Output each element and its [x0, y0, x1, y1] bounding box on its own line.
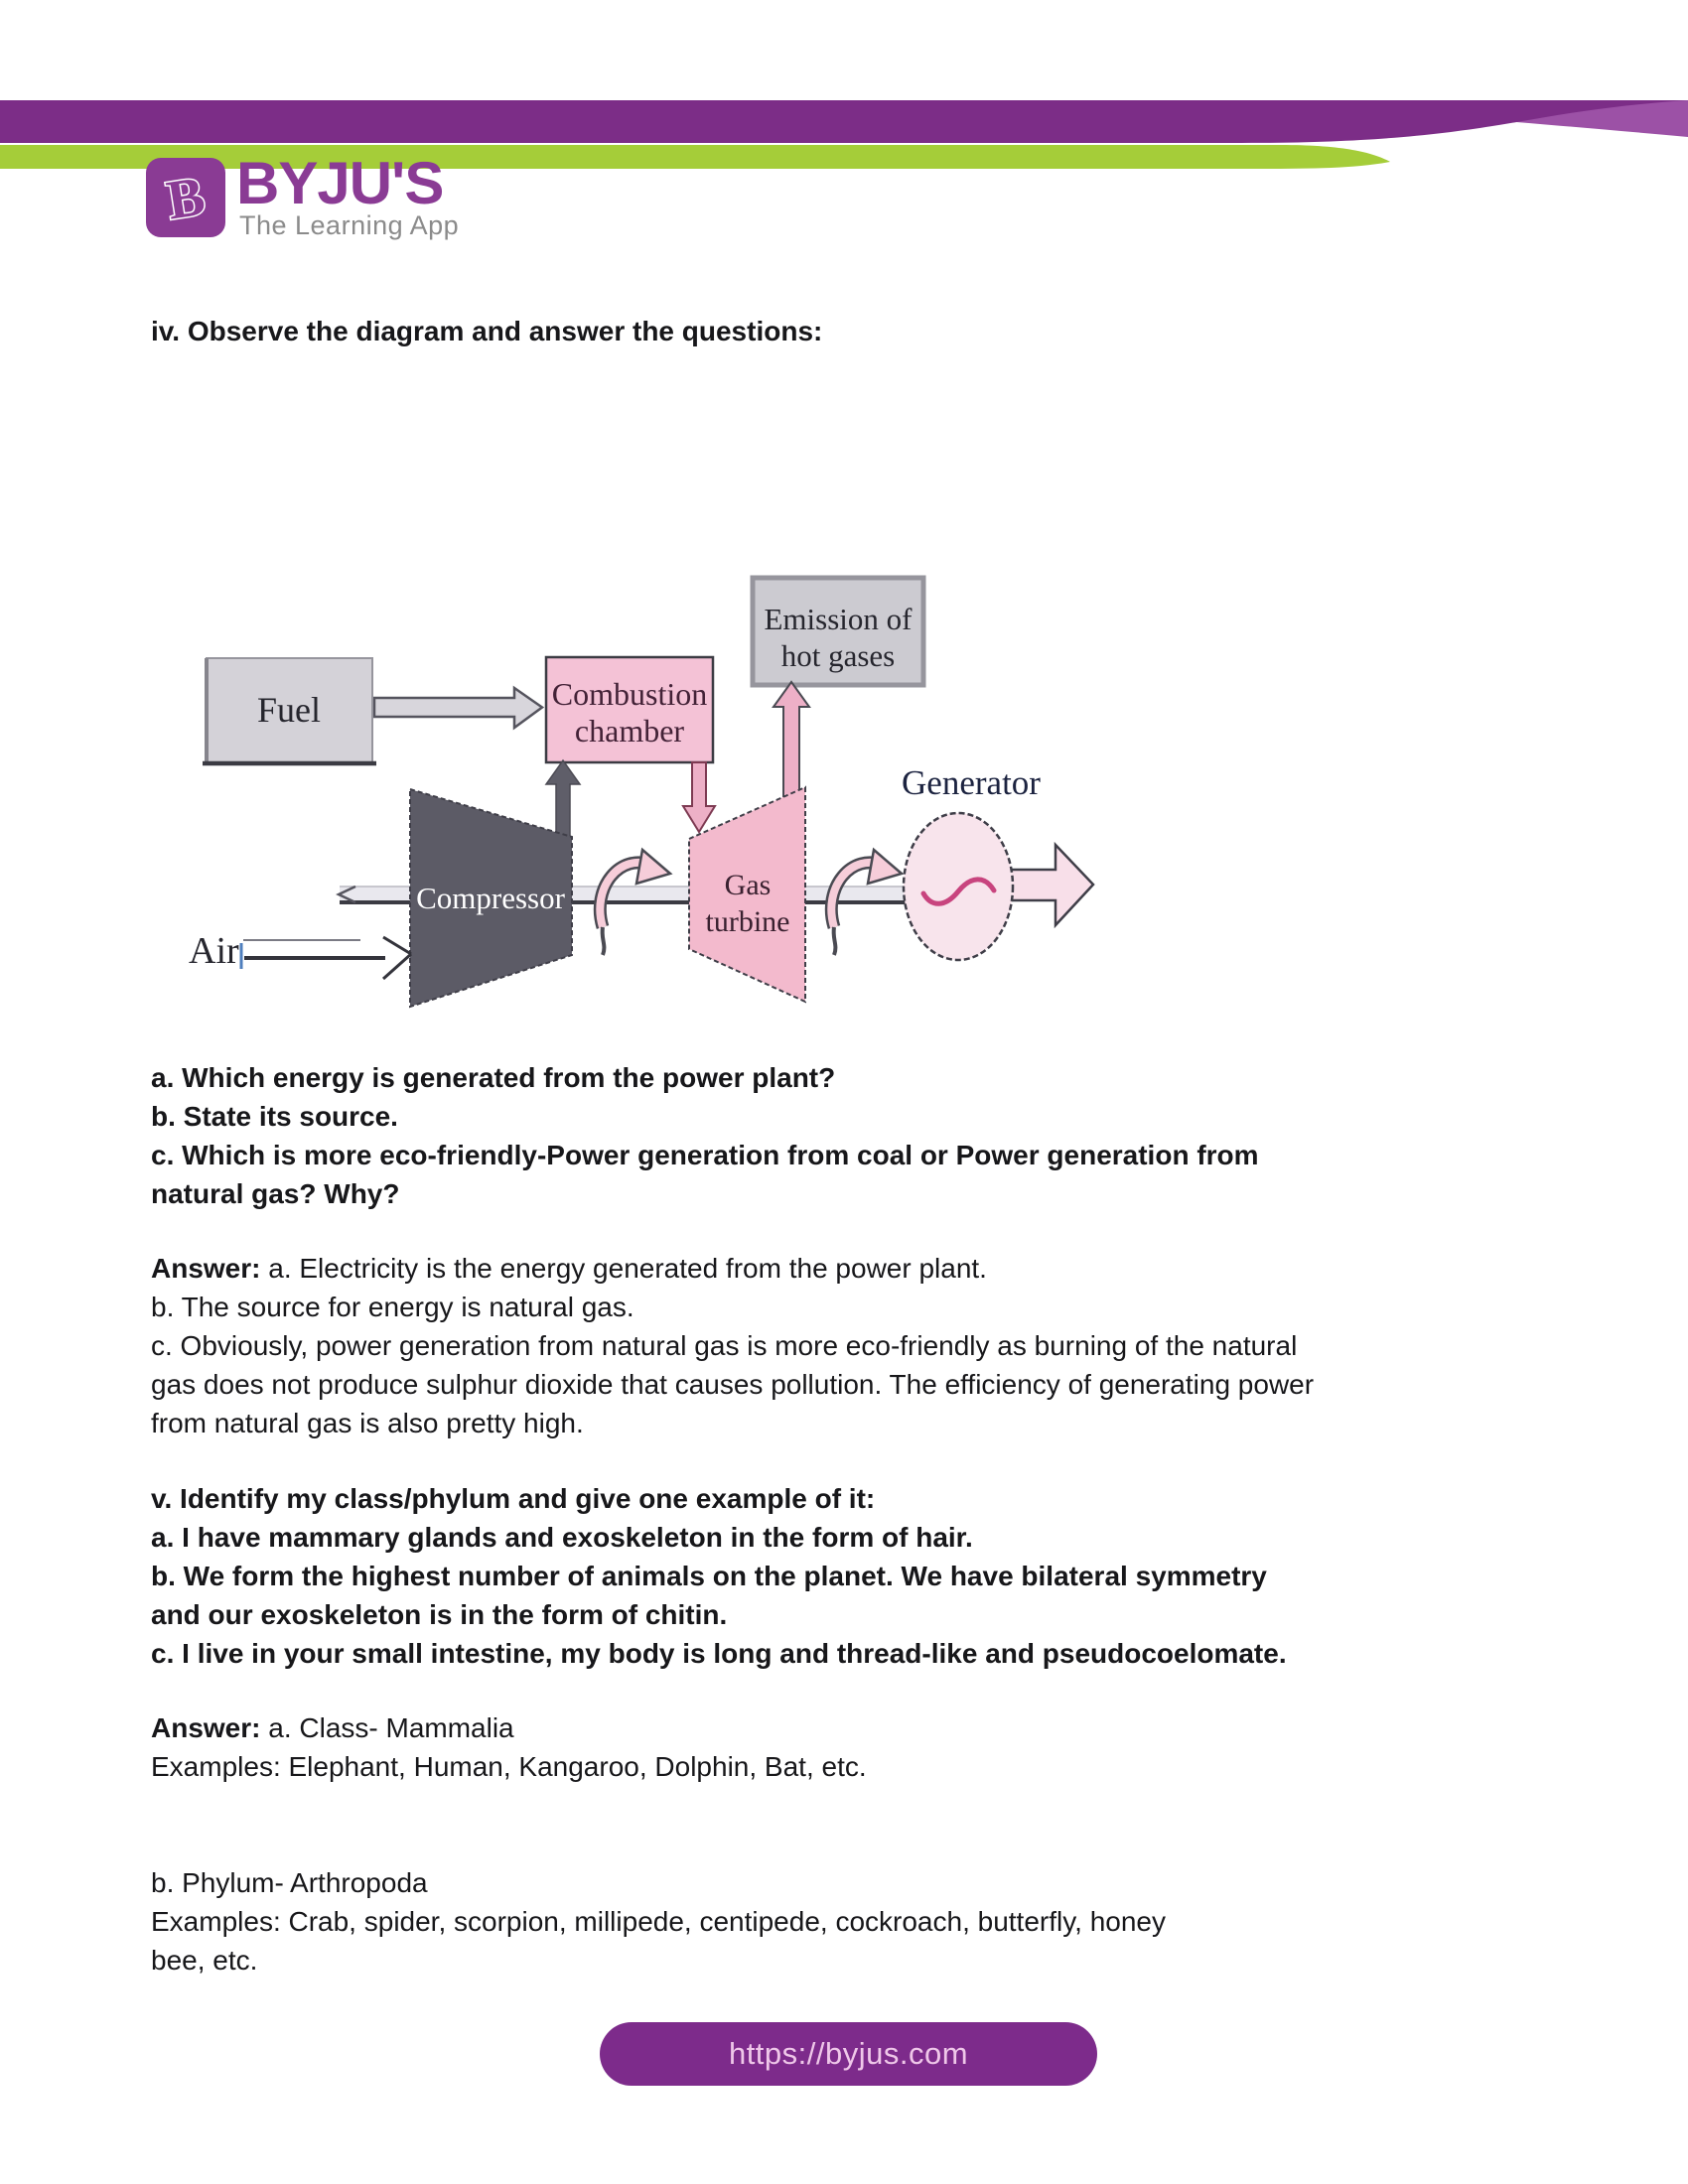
logo-letter: B	[162, 165, 210, 232]
compressor-to-chamber-arrow-icon	[546, 760, 580, 838]
footer-url[interactable]: https://byjus.com	[728, 2036, 969, 2071]
combustion-label-line1: Combustion	[551, 676, 708, 712]
question-line: a. Which energy is generated from the power plant?	[151, 1062, 836, 1093]
power-plant-diagram	[129, 556, 1122, 1032]
answer-line: b. Phylum- Arthropoda	[151, 1867, 428, 1898]
generator	[904, 813, 1013, 960]
answer-line: b. The source for energy is natural gas.	[151, 1292, 634, 1322]
combustion-label-line2: chamber	[574, 713, 685, 749]
brand-name: BYJU'S	[236, 150, 444, 216]
question-line: a. I have mammary glands and exoskeleton in the form of hair.	[151, 1522, 973, 1553]
footer-url-pill[interactable]	[600, 2022, 1097, 2086]
banner-purple-band	[0, 100, 1688, 143]
question-line: b. We form the highest number of animals on the planet. We have bilateral symmetry	[151, 1561, 1267, 1591]
byjus-logo-icon	[145, 157, 226, 238]
combustion-chamber-box	[546, 657, 713, 762]
compressor-label: Compressor	[416, 881, 565, 915]
fuel-label: Fuel	[256, 690, 322, 730]
answer-label: Answer:	[151, 1712, 261, 1743]
fuel-box	[203, 658, 376, 763]
brand-tagline: The Learning App	[239, 210, 460, 240]
chamber-to-turbine-arrow-icon	[683, 762, 715, 832]
answer-block-v	[151, 1708, 1571, 1979]
answer-line: gas does not produce sulphur dioxide that causes pollution. The efficiency of generating power	[151, 1369, 1315, 1400]
turbine-label-line1: Gas	[724, 869, 772, 901]
answer-line: Answer: a. Class- Mammalia	[151, 1712, 514, 1743]
answer-line: Examples: Crab, spider, scorpion, millipede, centipede, cockroach, butterfly, honey	[151, 1906, 1166, 1937]
question-line: and our exoskeleton is in the form of chitin.	[151, 1599, 728, 1630]
blank-lines	[151, 1786, 1571, 1863]
byjus-logo	[145, 150, 661, 244]
turbine-to-emission-arrow-icon	[774, 682, 809, 796]
answer-line: c. Obviously, power generation from natural gas is more eco-friendly as burning of the natural	[151, 1330, 1298, 1361]
emission-box	[753, 578, 923, 685]
generator-label: Generator	[902, 763, 1041, 802]
answer-block-iv	[151, 1249, 1571, 1442]
fuel-flow-arrow-icon	[374, 688, 542, 728]
question-line: natural gas? Why?	[151, 1178, 400, 1209]
emission-label-line2: hot gases	[780, 638, 896, 673]
answer-line: from natural gas is also pretty high.	[151, 1408, 584, 1438]
emission-label-line1: Emission of	[764, 602, 913, 636]
answer-line: Answer: a. Electricity is the energy generated from the power plant.	[151, 1253, 987, 1284]
turbine-label-line2: turbine	[705, 905, 790, 938]
question-line: v. Identify my class/phylum and give one example of it:	[151, 1483, 876, 1514]
answer-label: Answer:	[151, 1253, 261, 1284]
question-line: c. I live in your small intestine, my body is long and thread-like and pseudocoelomate.	[151, 1638, 1287, 1669]
compressor	[410, 789, 572, 1007]
answer-line: bee, etc.	[151, 1945, 258, 1976]
question-line: b. State its source.	[151, 1101, 398, 1132]
section-iv-heading: iv. Observe the diagram and answer the questions:	[151, 316, 823, 346]
air-arrowhead-icon	[383, 937, 411, 979]
answer-line: Examples: Elephant, Human, Kangaroo, Dolphin, Bat, etc.	[151, 1751, 867, 1782]
question-line: c. Which is more eco-friendly-Power generation from coal or Power generation from	[151, 1140, 1259, 1170]
air-label: Air	[189, 930, 239, 972]
questions-block	[151, 1058, 1571, 1213]
questions-block-v	[151, 1479, 1571, 1673]
air-inlet	[189, 930, 411, 979]
